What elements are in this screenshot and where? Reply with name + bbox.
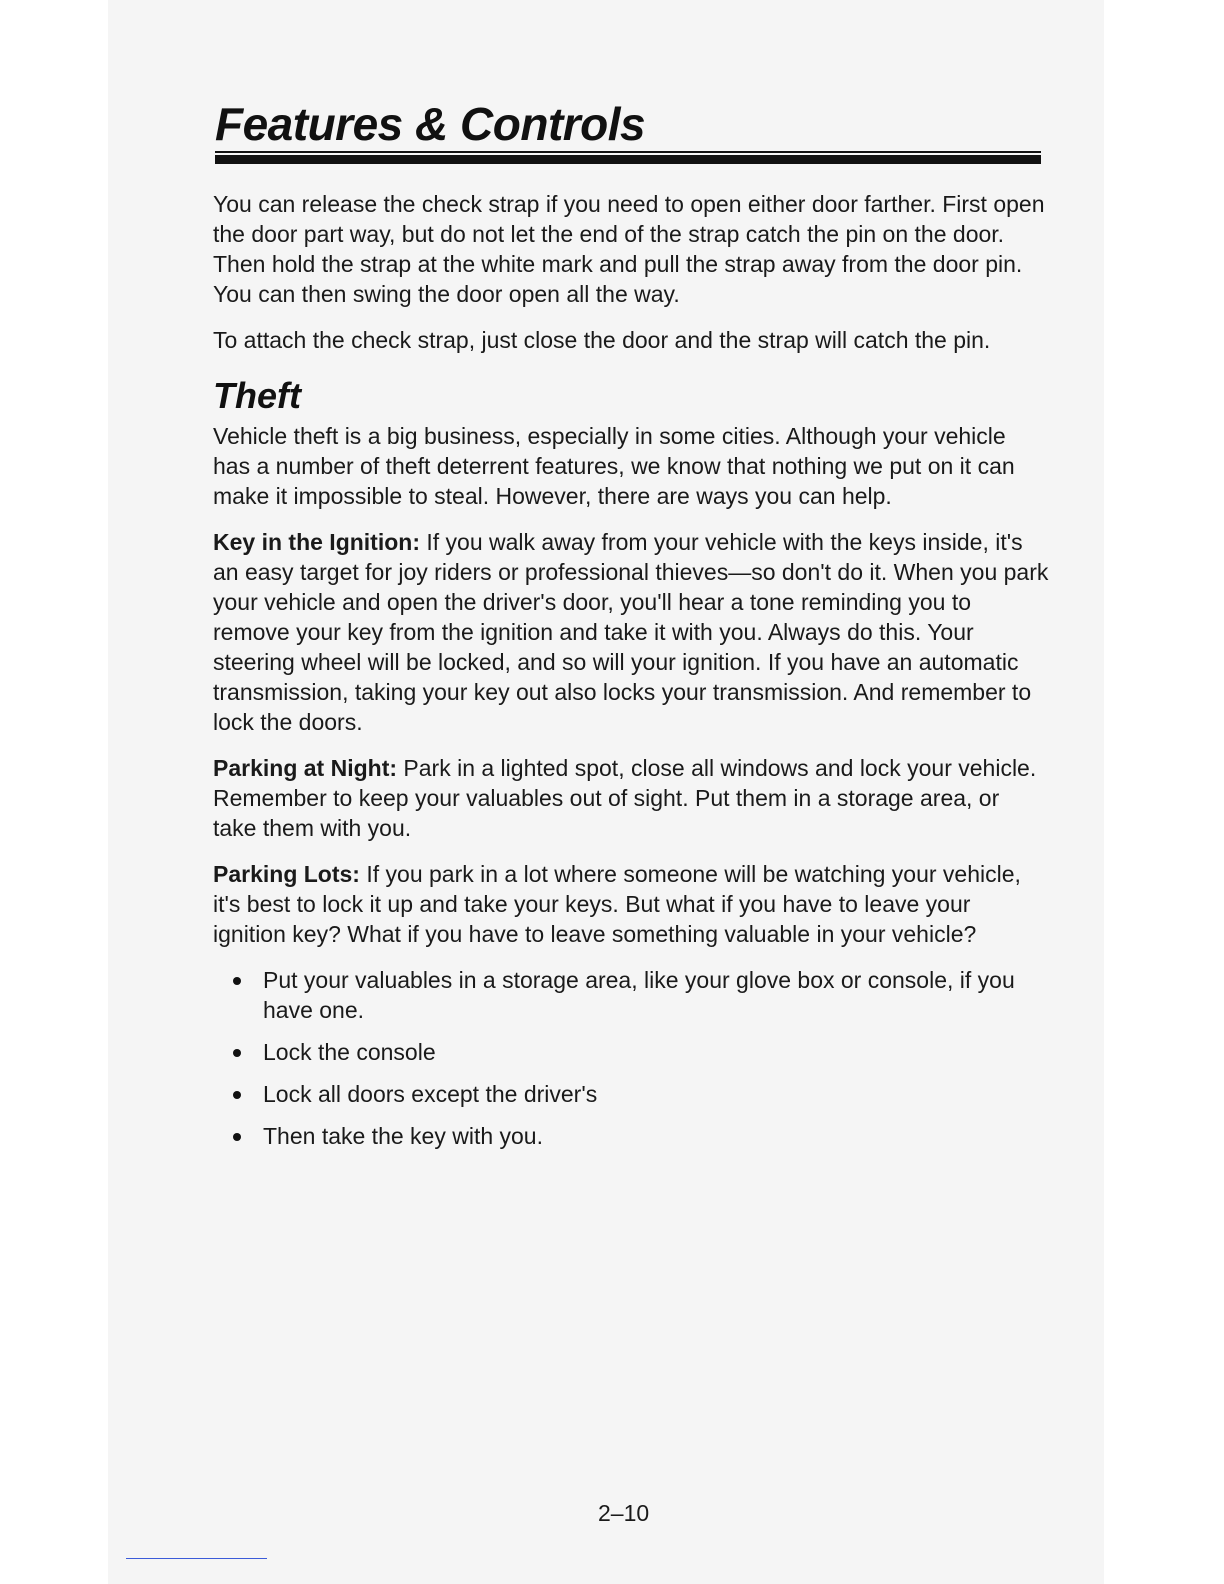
list-item	[263, 1037, 1049, 1067]
parking-at-night-label: Parking at Night:	[213, 755, 398, 781]
list-item	[263, 1079, 1049, 1109]
parking-lots-paragraph	[213, 859, 1049, 949]
page-content	[213, 189, 1049, 1163]
list-item	[263, 1121, 1049, 1151]
list-item-text: Put your valuables in a storage area, like your glove box or console, if you have one.	[263, 967, 1015, 1023]
key-in-ignition-paragraph	[213, 527, 1049, 737]
key-in-ignition-label: Key in the Ignition:	[213, 529, 420, 555]
key-in-ignition-text: If you walk away from your vehicle with the keys inside, it's an easy target for joy riders or professional thieves—so don't do it. When you park your vehicle and open the driver's door, you'll hear a tone reminding you to remove your key from the ignition and take it with you. Always do this. Your steering wheel will be locked, and so will your ignition. If you have an automatic transmission, taking your key out also locks your transmission. And remember to lock the doors.	[213, 529, 1049, 735]
list-item	[263, 965, 1049, 1025]
bullet-icon	[233, 1091, 241, 1099]
check-strap-attach-paragraph: To attach the check strap, just close the door and the strap will catch the pin.	[213, 327, 991, 353]
theft-tips-list	[213, 965, 1049, 1151]
theft-section-title: Theft	[213, 375, 301, 416]
bullet-icon	[233, 1133, 241, 1141]
theft-intro-paragraph: Vehicle theft is a big business, especially in some cities. Although your vehicle has a number of theft deterrent features, we know that nothing we put on it can make it impossible to steal. However, there are ways you can help.	[213, 423, 1015, 509]
header-rule-thin	[215, 151, 1041, 153]
bullet-icon	[233, 977, 241, 985]
page-number: 2–10	[598, 1500, 650, 1526]
manual-page	[108, 0, 1104, 1584]
parking-lots-label: Parking Lots:	[213, 861, 360, 887]
list-item-text: Lock the console	[263, 1039, 436, 1065]
chapter-title: Features & Controls	[215, 98, 646, 150]
check-strap-release-paragraph: You can release the check strap if you need to open either door farther. First open the door part way, but do not let the end of the strap catch the pin on the door. Then hold the strap at the white mark and pull the strap away from the door pin. You can then swing the door open all the way.	[213, 191, 1045, 307]
header-rule-thick	[215, 155, 1041, 164]
list-item-text: Lock all doors except the driver's	[263, 1081, 598, 1107]
list-item-text: Then take the key with you.	[263, 1123, 543, 1149]
parking-at-night-text: Park in a lighted spot, close all windows and lock your vehicle. Remember to keep your valuables out of sight. Put them in a storage area, or take them with you.	[213, 755, 1037, 841]
footer-link-underline	[126, 1558, 267, 1559]
bullet-icon	[233, 1049, 241, 1057]
parking-at-night-paragraph	[213, 753, 1049, 843]
parking-lots-text: If you park in a lot where someone will be watching your vehicle, it's best to lock it up and take your keys. But what if you have to leave your ignition key? What if you have to leave something valuable in your vehicle?	[213, 861, 1021, 947]
